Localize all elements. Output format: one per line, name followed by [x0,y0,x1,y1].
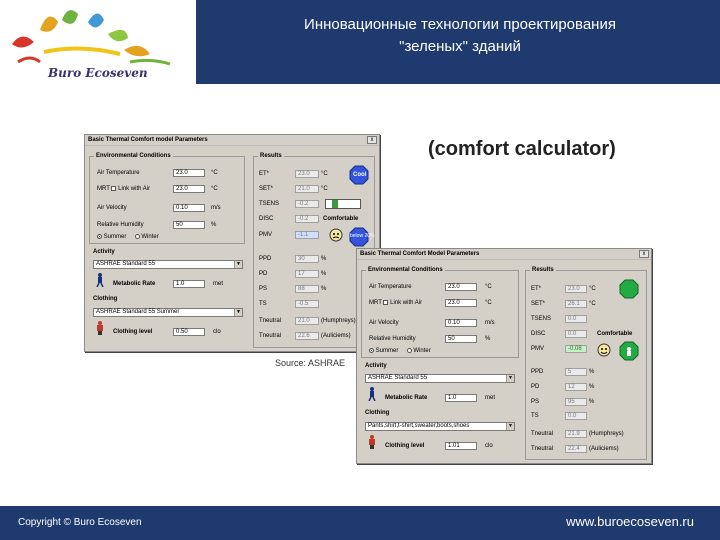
et-label: ET* [259,171,270,177]
mrt-unit: °C [485,300,492,306]
env-conditions-label: Environmental Conditions [368,267,443,273]
air-velocity-input[interactable]: 0.10 [173,204,205,212]
set-value: 21.0 [295,185,319,193]
air-velocity-label: Air Velocity [369,320,399,326]
disc-value: 0.0 [565,330,587,338]
air-temp-label: Air Temperature [369,284,412,290]
activity-select[interactable] [93,260,243,269]
winter-radio[interactable] [407,348,412,353]
link-air-checkbox[interactable] [111,186,116,191]
humidity-label: Relative Humidity [97,222,144,228]
ts-value: -0.5 [295,300,319,308]
mrt-input[interactable]: 23.0 [173,185,205,193]
link-air-checkbox[interactable] [383,300,388,305]
disc-label: DISC [259,216,274,222]
cool-badge-text: Cool [353,172,367,178]
pd-label: PD [259,271,268,277]
header-bar [0,0,720,84]
mrt-label-text: MRT [97,186,110,193]
winter-radio[interactable] [135,234,140,239]
summer-label: Summer [103,234,127,241]
clothing-value: ASHRAE Standard 55 Summer [96,309,180,315]
set-value: 26.1 [565,300,587,308]
clothing-label: Clothing [365,410,390,416]
ps-value: 95 [565,398,587,406]
source-caption: Source: ASHRAE [275,358,346,368]
tneutral-humphreys-value: 21.0 [295,317,319,325]
auliciems-note: (Auliciems) [589,446,619,452]
tneutral-label-2: Tneutral [531,446,554,452]
summer-label: Summer [375,348,399,355]
face-icon [329,228,343,242]
ts-label: TS [531,413,539,419]
air-velocity-unit: m/s [211,205,221,211]
ps-unit: % [321,286,327,292]
tneutral-auliciems-value: 22.4 [565,445,587,453]
et-unit: °C [589,286,596,292]
metabolic-rate-input[interactable]: 1.0 [173,280,205,288]
footer-bar [0,506,720,540]
dialog-2-title: Basic Thermal Comfort Model Parameters [360,251,480,257]
humphreys-note: (Humphreys) [589,431,624,437]
et-label: ET* [531,286,542,292]
ppd-unit: % [589,369,595,375]
ppd-value: 5 [565,368,587,376]
ps-unit: % [589,399,595,405]
mrt-input[interactable]: 23.0 [445,299,477,307]
et-value: 23.0 [565,285,587,293]
results-label: Results [260,153,282,159]
pd-value: 12 [565,383,587,391]
set-label: SET* [531,301,546,307]
dialog-1-titlebar [85,135,379,146]
comfortable-label: Comfortable [323,216,359,222]
et-unit: °C [321,171,328,177]
chevron-down-icon: ▼ [506,375,514,382]
humidity-unit: % [485,336,491,342]
activity-label: Activity [93,249,115,255]
winter-label: Winter [141,234,159,241]
tsens-label: TSENS [531,316,552,322]
comfort-people-icon [619,341,639,361]
metabolic-rate-input[interactable]: 1.0 [445,394,477,402]
et-value: 23.0 [295,170,319,178]
tneutral-label-2: Tneutral [259,333,282,339]
clothing-level-label: Clothing level [113,329,153,335]
air-temp-input[interactable]: 23.0 [173,169,205,177]
ppd-value: 30 [295,255,319,263]
close-icon[interactable]: x [367,136,377,144]
pd-unit: % [589,384,595,390]
season-radio-group [97,234,159,240]
tneutral-auliciems-value: 22.6 [295,332,319,340]
ppd-label: PPD [531,369,544,375]
pd-unit: % [321,271,327,277]
clothing-level-label: Clothing level [385,443,425,449]
close-icon[interactable]: x [639,250,649,258]
tsens-value: 0.0 [565,315,587,323]
env-conditions-label: Environmental Conditions [96,153,171,159]
activity-label: Activity [365,363,387,369]
comfort-bar-fill [332,200,338,208]
link-air-label: Link with Air [390,300,423,307]
activity-value: ASHRAE Standard 55 [368,375,428,381]
metabolic-rate-unit: met [213,281,224,287]
tneutral-label-1: Tneutral [531,431,554,437]
ps-label: PS [531,399,540,405]
link-air-label: Link with Air [118,186,151,193]
clothing-value: Pants,shirt,t-shirt,sweater,boots,shoes [368,423,470,429]
title-line-2: "зеленых" зданий [399,38,521,55]
logo-text: Buro Ecoseven [48,66,148,80]
comfort-dialog-1 [84,134,380,352]
ts-value: 0.0 [565,412,587,420]
ps-label: PS [259,286,268,292]
winter-label: Winter [413,348,431,355]
season-radio-group [369,348,431,354]
ppd-unit: % [321,256,327,262]
clothing-level-input[interactable]: 1.01 [445,442,477,450]
metabolic-rate-label: Metabolic Rate [113,281,156,287]
logo [0,0,196,84]
mrt-unit: °C [211,186,218,192]
comfort-dialog-2 [356,248,652,464]
set-unit: °C [321,186,328,192]
dialog-2-titlebar [357,249,651,260]
pmv-label: PMV [259,232,273,238]
pd-label: PD [531,384,540,390]
results-label: Results [532,267,554,273]
humidity-input[interactable]: 50 [445,335,477,343]
clothed-person-icon [367,435,377,449]
air-temp-label: Air Temperature [97,170,140,176]
title-line-1: Инновационные технологии проектирования [304,16,616,33]
walking-person-icon [95,273,105,287]
clothing-level-input[interactable]: 0.50 [173,328,205,336]
set-label: SET* [259,186,274,192]
summer-radio[interactable] [369,348,374,353]
copyright-text: Copyright © Buro Ecoseven [18,517,142,528]
clothing-select[interactable] [93,308,243,317]
mrt-label [97,186,150,192]
disc-label: DISC [531,331,546,337]
walking-person-icon [367,387,377,401]
mrt-label [369,300,422,306]
clothed-person-icon [95,321,105,335]
air-temp-input[interactable]: 23.0 [445,283,477,291]
ppd-label: PPD [259,256,272,262]
chevron-down-icon: ▼ [506,423,514,430]
comfort-badge-icon [619,279,639,299]
humidity-unit: % [211,222,217,228]
page-title [200,14,720,58]
tsens-label: TSENS [259,201,280,207]
activity-select[interactable] [365,374,515,383]
metabolic-rate-label: Metabolic Rate [385,395,428,401]
clothing-label: Clothing [93,296,118,302]
humphreys-note: (Humphreys) [321,318,356,324]
air-temp-unit: °C [211,170,218,176]
humidity-input[interactable]: 50 [173,221,205,229]
dialog-1-title: Basic Thermal Comfort model Parameters [88,137,208,143]
air-velocity-unit: m/s [485,320,495,326]
disc-value: -0.2 [295,215,319,223]
pmv-value: -1.1 [295,231,319,239]
pmv-value: -0.08 [565,345,587,353]
pd-value: 17 [295,270,319,278]
activity-value: ASHRAE Standard 55 [96,261,156,267]
pmv-label: PMV [531,346,545,352]
auliciems-note: (Auliciems) [321,333,351,339]
clothing-level-unit: clo [213,329,221,335]
tsens-value: -0.2 [295,200,319,208]
comfort-bar [325,199,361,209]
comfort-calculator-label: (comfort calculator) [428,138,616,160]
ps-value: 88 [295,285,319,293]
chevron-down-icon: ▼ [234,309,242,316]
air-velocity-input[interactable]: 0.10 [445,319,477,327]
mrt-label-text: MRT [369,300,382,307]
tneutral-label-1: Tneutral [259,318,282,324]
comfortable-label: Comfortable [597,331,633,337]
humidity-label: Relative Humidity [369,336,416,342]
chevron-down-icon: ▼ [234,261,242,268]
air-temp-unit: °C [485,284,492,290]
air-velocity-label: Air Velocity [97,205,127,211]
below-badge-text: below 20% [350,233,375,239]
set-unit: °C [589,301,596,307]
face-icon [597,343,611,357]
website-link[interactable]: www.buroecoseven.ru [566,514,694,529]
clothing-level-unit: clo [485,443,493,449]
summer-radio[interactable] [97,234,102,239]
tneutral-humphreys-value: 21.9 [565,430,587,438]
clothing-select[interactable] [365,422,515,431]
ts-label: TS [259,301,267,307]
metabolic-rate-unit: met [485,395,496,401]
